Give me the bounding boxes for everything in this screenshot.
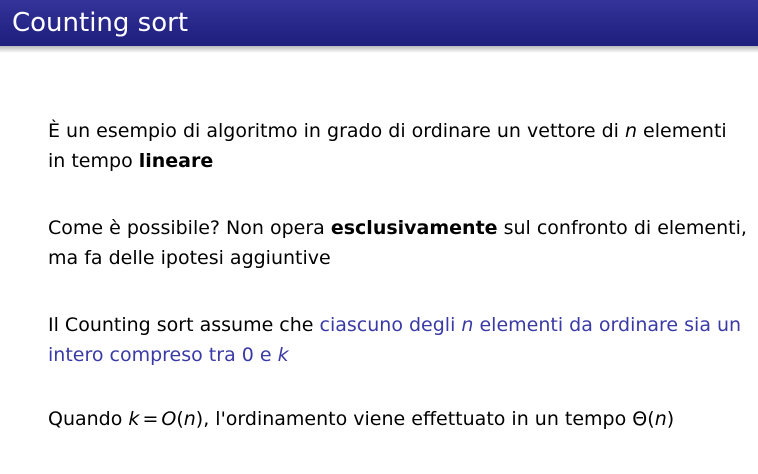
slide-title: Counting sort [12,8,189,38]
paragraph-assumption [48,310,748,370]
p3-hl-var-n: n [461,314,474,336]
p4-big-o: O [161,408,177,430]
p4-var-n: n [183,408,196,430]
paragraph-question [48,213,748,273]
title-bar [0,0,758,46]
p1-var-n: n [624,120,638,142]
p2-bold-esclusivamente: esclusivamente [330,217,498,239]
p4-var-n-2: n [654,408,667,430]
p4-paren-open-2: ( [647,408,655,430]
p4-var-k: k [128,408,140,430]
p4-paren-close-2: ) [666,408,675,430]
paragraph-complexity [48,404,674,434]
p2-text-before: Come è possibile? Non opera [48,217,331,239]
paragraph-definition [48,116,748,176]
p1-text-middle: elementi in tempo [48,120,727,172]
p4-paren-open: ( [176,408,184,430]
p2-text-after: sul confronto di elementi, ma fa delle ipotesi aggiuntive [48,217,747,269]
p3-hl-var-k: k [277,344,289,366]
p3-text-before: Il Counting sort assume che [48,314,320,336]
p4-text-before: Quando [48,408,129,430]
p3-hl-before: ciascuno degli [319,314,462,336]
p4-equals-sign: = [142,408,159,430]
p3-hl-middle: elementi da ordinare sia un intero compreso tra 0 e [48,314,742,366]
p4-paren-close: ) [195,408,204,430]
p1-text-before: È un esempio di algoritmo in grado di ordinare un vettore di [48,120,625,142]
p4-text-middle: , l'ordinamento viene effettuato in un tempo [203,408,633,430]
p4-theta: Θ [632,408,648,430]
p1-bold-lineare: lineare [138,150,214,172]
